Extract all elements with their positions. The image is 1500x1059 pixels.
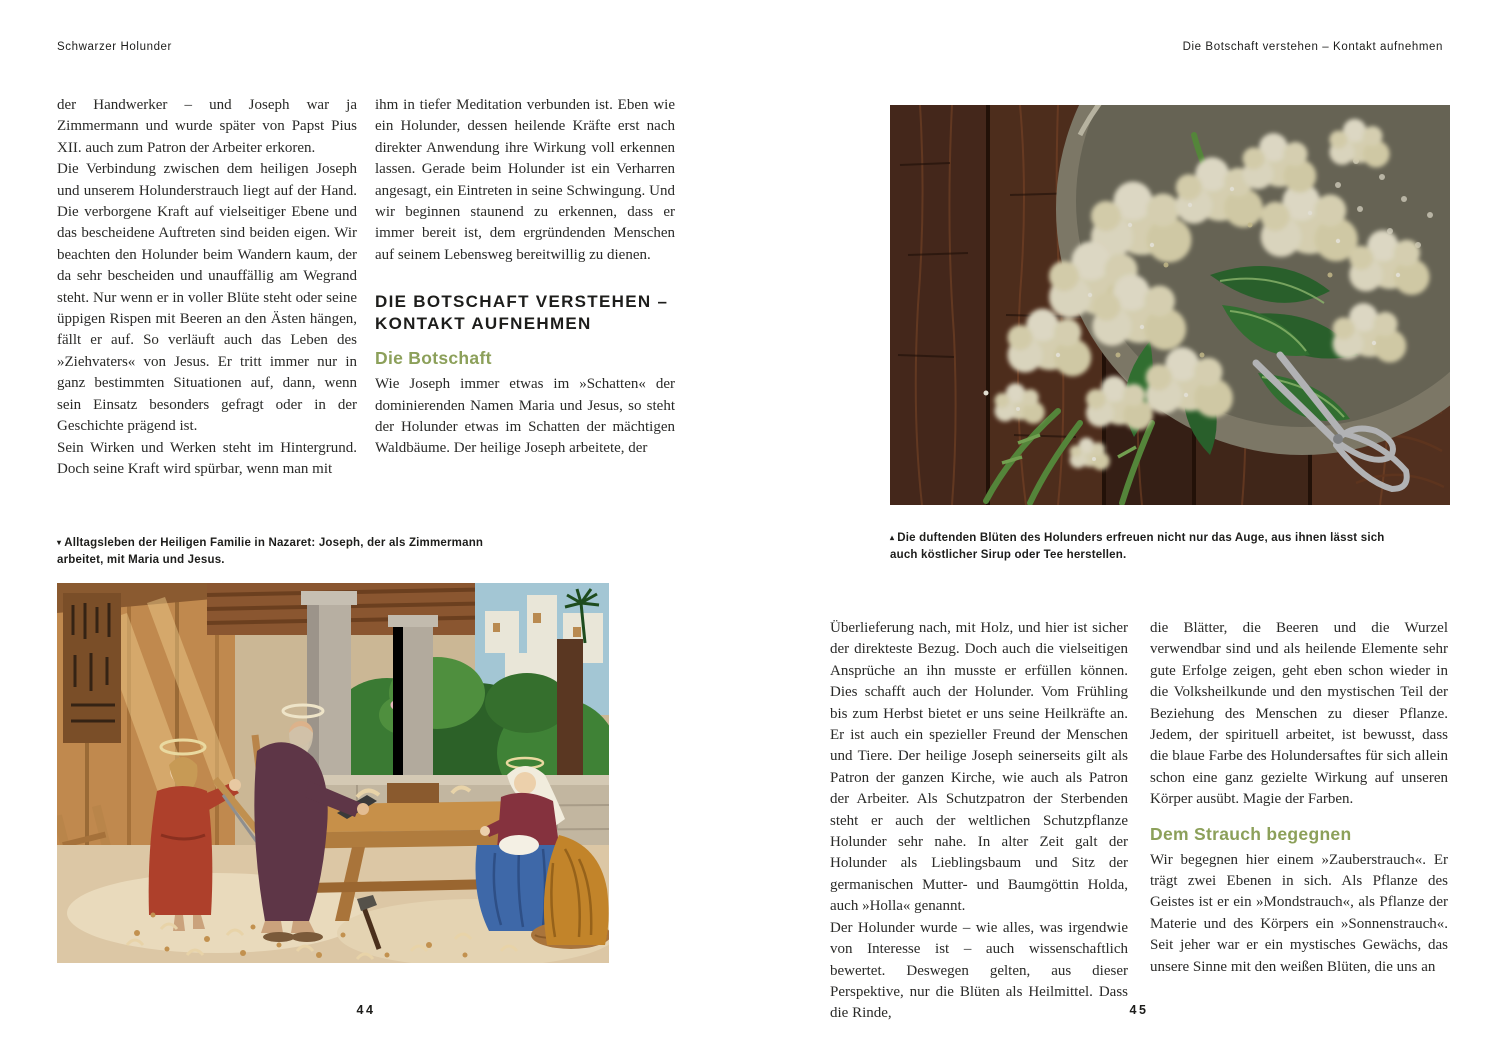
caption-painting: [57, 534, 507, 569]
photo-elderflowers-illustration: [890, 105, 1450, 505]
painting-holy-family-illustration: [57, 583, 609, 963]
paragraph: Wie Joseph immer etwas im »Schatten« der dominierenden Namen Maria und Jesus, so steht der Holunder etwas im Schatten der mächtigen Waldbäume. Der heilige Joseph arbeitete, der: [375, 376, 675, 457]
paragraph: Überlieferung nach, mit Holz, und hier ist sicher der direkteste Bezug. Doch auch die vielseitigen Ansprüche an ihn musste er erfüllen können. Dies schafft auch der Holunder. Vom Frühling bis zum Herbst bietet er uns seine Heilkräfte an. Er ist auch ein spezieller Freund der Menschen und Tiere. Der heilige Joseph seinerseits gilt als Patron der ganzen Kirche, wie auch als Patron der Arbeiter. Als Schutzpatron der Sterbenden steht er auch der weltlichen Schutzpflanze Holunder sehr nahe. In alter Zeit galt der Holunder als Lieblingsbaum und Sitz der germanischen Mutter- und Baumgöttin Holda, auch »Holla« genannt.: [830, 620, 1128, 915]
section-heading-die-botschaft: Die Botschaft: [375, 348, 492, 369]
caption-text: Die duftenden Blüten des Holunders erfreuen nicht nur das Auge, aus ihnen lässt sich auch köstlicher Sirup oder Tee herstellen.: [890, 532, 1385, 561]
paragraph: Der Holunder wurde – wie alles, was irgendwie von Interesse ist – auch wissenschaftlich bewertet. Deswegen gelten, aus dieser Perspektive, nur die Blüten als Heilmittel. Dass die Rinde,: [830, 919, 1128, 1022]
chapter-heading: [375, 291, 675, 335]
chapter-heading-line-1: DIE BOTSCHAFT VERSTEHEN –: [375, 292, 669, 312]
page-number-right: 45: [1129, 1003, 1149, 1017]
photo-elderflowers: [890, 105, 1450, 505]
caption-triangle-up-icon: ▴: [890, 533, 895, 542]
paragraph: Wir begegnen hier einem »Zauberstrauch«. Er trägt zwei Ebenen in sich. Als Pflanze des Geistes ist er ein »Mondstrauch«, als Pflanze der Materie und des Körpers ein »Sonnenstrauch«. Seit jeher war er ein mystisches Gewächs, das unsere Sinne mit den weißen Blüten, die uns an: [1150, 851, 1448, 975]
painting-holy-family: [57, 583, 609, 963]
caption-text: Alltagsleben der Heiligen Familie in Nazaret: Joseph, der als Zimmermann arbeitet, mit Maria und Jesus.: [57, 537, 484, 566]
left-page-column-2: [375, 95, 675, 460]
running-head-right: Die Botschaft verstehen – Kontakt aufnehmen: [1182, 41, 1443, 53]
page-number-left: 44: [356, 1003, 376, 1017]
paragraph: ihm in tiefer Meditation verbunden ist. Eben wie ein Holunder, dessen heilende Kräfte erst nach direkter Anwendung ihre Wirkung voll erkennen lassen. Gerade beim Holunder ist ein Verharren angesagt, ein Eintreten in seine Schwingung. Und wir beginnen staunend zu erkennen, dass er immer bereit ist, dem ergründenden Menschen auf seinem Lebensweg bereitwillig zu dienen.: [375, 97, 675, 263]
right-page-column-2: [1150, 618, 1448, 978]
paragraph: Die Verbindung zwischen dem heiligen Joseph und unserem Holunderstrauch liegt auf der Hand. Die verborgene Kraft auf vielseitiger Ebene und das bescheidene Auftreten sind beiden eigen. Wir beachten den Holunder beim Wandern kaum, der da sehr bescheiden und unauffällig am Wegrand steht. Nur wenn er in voller Blüte steht oder seine üppigen Rispen mit Beeren an den Ästen hängen, fällt er auf. So verläuft auch das Leben des »Ziehvaters« von Jesus. Er tritt immer nur in ganz bestimmten Situationen auf, dann, wenn sein Einsatz besonders gefragt oder in der Geschichte prägend ist.: [57, 161, 357, 435]
paragraph: die Blätter, die Beeren und die Wurzel verwendbar sind und als heilende Elemente sehr gute Erfolge zeigen, geht eben schon wieder in die Volksheilkunde und den mystischen Teil der Beziehung des Menschen zu dieser Pflanze. Jedem, der spirituell arbeitet, ist bewusst, dass die blaue Farbe des Holundersaftes für sich allein schon eine ganz gezielte Wirkung auf unseren Körper ausübt. Magie der Farben.: [1150, 620, 1448, 808]
left-page-column-1: [57, 95, 357, 480]
chapter-heading-line-2: KONTAKT AUFNEHMEN: [375, 314, 592, 334]
section-heading-dem-strauch-begegnen: Dem Strauch begegnen: [1150, 823, 1352, 844]
paragraph: Sein Wirken und Werken steht im Hintergrund. Doch seine Kraft wird spürbar, wenn man mit: [57, 439, 357, 477]
caption-triangle-down-icon: ▾: [57, 538, 62, 547]
paragraph: der Handwerker – und Joseph war ja Zimmermann und wurde später von Papst Pius XII. auch zum Patron der Arbeiter erkoren.: [57, 97, 357, 156]
right-page-column-1: [830, 618, 1128, 1025]
caption-photo: [890, 529, 1415, 564]
running-head-left: Schwarzer Holunder: [57, 41, 172, 53]
